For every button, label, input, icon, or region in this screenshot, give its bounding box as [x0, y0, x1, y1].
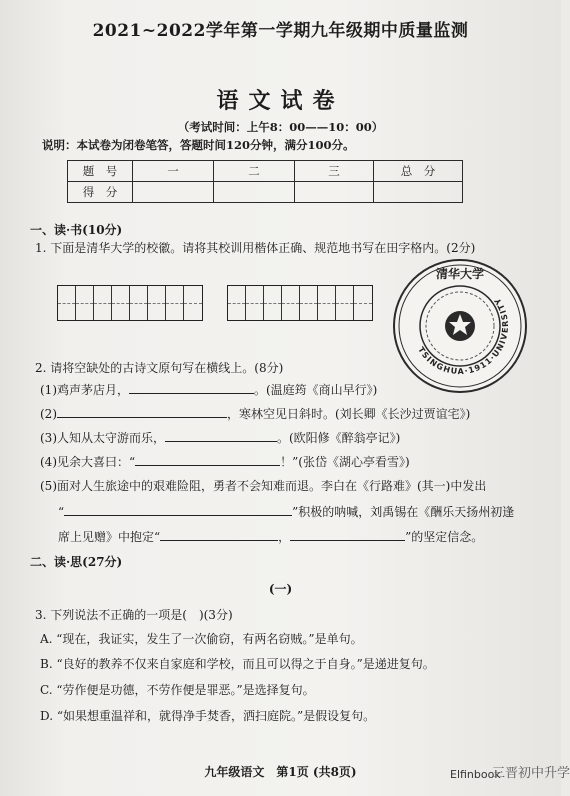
score-table: [67, 160, 463, 203]
q2-4-suffix: ！”(张岱《湖心亭看雪》): [280, 455, 410, 469]
q2-5-comma: ，: [278, 530, 291, 544]
grid-cell[interactable]: [112, 286, 130, 320]
question-2-4: [40, 453, 410, 470]
q2-3-suffix: 。(欧阳修《醉翁亭记》): [277, 431, 401, 445]
score-table-header-row: [68, 161, 463, 182]
grid-cell[interactable]: [76, 286, 94, 320]
answer-blank[interactable]: [160, 528, 278, 541]
watermark-elfinbook: Elfinbook: [450, 768, 501, 781]
grid-cell[interactable]: [58, 286, 76, 320]
q2-5-line3-prefix: 席上见赠》中抱定“: [58, 530, 161, 544]
q2-3-prefix: (3)人知从太守游而乐，: [40, 431, 165, 445]
answer-blank[interactable]: [290, 528, 405, 541]
score-header-cell: 二: [214, 161, 295, 182]
watermark-account: 三晋初中升学: [492, 766, 570, 781]
question-2-5-line1: (5)面对人生旅途中的艰难险阻，勇者不会知难而退。李白在《行路难》(其一)中发出: [40, 479, 487, 493]
answer-blank[interactable]: [129, 381, 254, 394]
question-2-3: [40, 429, 400, 446]
grid-cell[interactable]: [184, 286, 202, 320]
score-input-cell[interactable]: [133, 182, 214, 203]
q2-5-line3-suffix: ”的坚定信念。: [405, 530, 484, 544]
score-input-cell[interactable]: [214, 182, 295, 203]
grid-cell[interactable]: [166, 286, 184, 320]
grid-cell[interactable]: [264, 286, 282, 320]
grid-cell[interactable]: [246, 286, 264, 320]
option-c: C. “劳作便是功德，不劳作便是罪恶。”是选择复句。: [40, 683, 315, 697]
score-header-cell: 总 分: [374, 161, 463, 182]
question-2: 2. 请将空缺处的古诗文原句写在横线上。(8分): [35, 361, 284, 375]
q2-2-prefix: (2): [40, 407, 57, 421]
grid-cell[interactable]: [300, 286, 318, 320]
grid-cell[interactable]: [318, 286, 336, 320]
exam-instructions: 说明：本试卷为闭卷笔答，答题时间120分钟，满分100分。: [42, 138, 355, 152]
exam-title: 2021~2022学年第一学期九年级期中质量监测: [92, 21, 469, 41]
page-footer: 九年级语文 第1页 (共8页): [204, 765, 357, 779]
subject-title: 语文试卷: [216, 88, 345, 114]
answer-blank[interactable]: [165, 429, 277, 442]
exam-time: （考试时间：上午8：00——10：00）: [177, 120, 384, 134]
option-d: D. “如果想重温祥和，就得净手焚香，洒扫庭院。”是假设复句。: [40, 709, 376, 723]
grid-cell[interactable]: [354, 286, 372, 320]
score-row-label: 得 分: [68, 182, 133, 203]
grid-cell[interactable]: [228, 286, 246, 320]
score-input-cell[interactable]: [374, 182, 463, 203]
writing-grid-left[interactable]: [57, 285, 203, 321]
score-header-cell: 题 号: [68, 161, 133, 182]
grid-cell[interactable]: [130, 286, 148, 320]
section-1-heading: 一、读·书(10分): [30, 223, 123, 237]
q2-5-open-quote: “: [58, 505, 65, 519]
grid-cell[interactable]: [336, 286, 354, 320]
option-b: B. “良好的教养不仅来自家庭和学校，而且可以得之于自身。”是递进复句。: [40, 657, 435, 671]
part-heading: (一): [268, 582, 293, 596]
q2-5-line2-suffix: ”积极的呐喊，刘禹锡在《酬乐天扬州初逢: [292, 505, 515, 519]
question-3: 3. 下列说法不正确的一项是( )(3分): [35, 608, 233, 622]
section-2-heading: 二、读·思(27分): [30, 555, 123, 569]
q2-1-prefix: (1)鸡声茅店月，: [40, 383, 129, 397]
tsinghua-emblem-icon: [392, 258, 528, 394]
question-2-1: [40, 381, 377, 398]
answer-blank[interactable]: [64, 503, 292, 516]
emblem-ring-text: TSINGHUA·1911·UNIVERSITY: [416, 295, 511, 377]
emblem-top-text: 清华大学: [435, 267, 485, 281]
score-input-cell[interactable]: [295, 182, 374, 203]
answer-blank[interactable]: [57, 405, 227, 418]
answer-blank[interactable]: [135, 453, 280, 466]
score-header-cell: 三: [295, 161, 374, 182]
writing-grid-right[interactable]: [227, 285, 373, 321]
q2-4-prefix: (4)见余大喜曰：“: [40, 455, 136, 469]
question-1: 1. 下面是清华大学的校徽。请将其校训用楷体正确、规范地书写在田字格内。(2分): [35, 241, 476, 255]
q2-1-suffix: 。(温庭筠《商山早行》): [254, 383, 378, 397]
grid-cell[interactable]: [148, 286, 166, 320]
question-2-5-line2: [58, 503, 514, 520]
grid-cell[interactable]: [282, 286, 300, 320]
score-header-cell: 一: [133, 161, 214, 182]
question-2-2: [40, 405, 470, 422]
grid-cell[interactable]: [94, 286, 112, 320]
option-a: A. “现在，我证实，发生了一次偷窃，有两名窃贼。”是单句。: [40, 632, 363, 646]
score-table-score-row: [68, 182, 463, 203]
question-2-5-line3: [58, 528, 483, 545]
q2-2-suffix: ，寒林空见日斜时。(刘长卿《长沙过贾谊宅》): [227, 407, 471, 421]
